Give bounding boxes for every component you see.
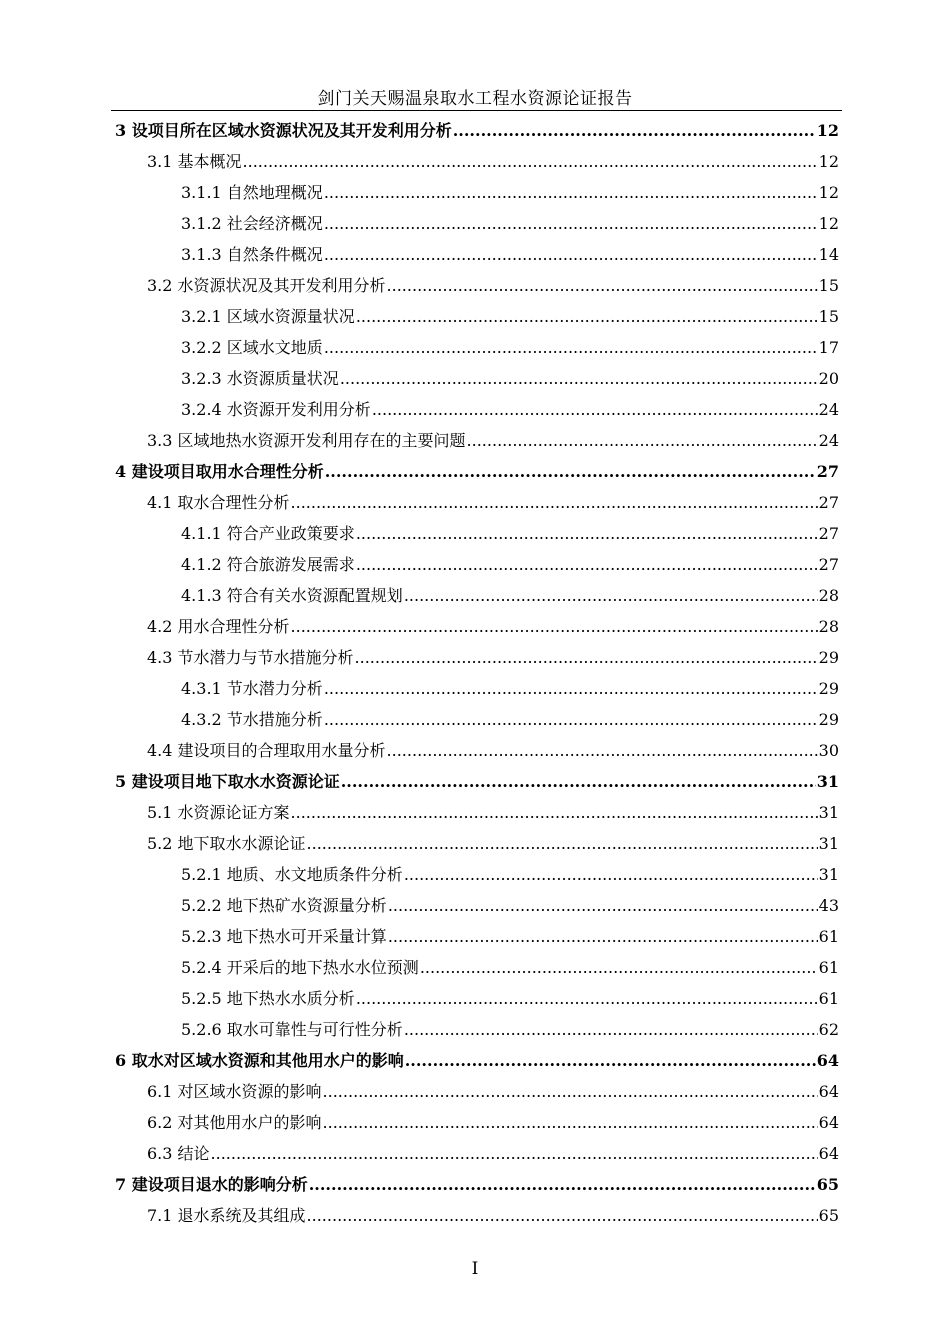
toc-entry-page: 30 [818, 741, 839, 760]
toc-entry-title: 7 建设项目退水的影响分析 [115, 1175, 308, 1194]
toc-dot-leader [341, 766, 816, 797]
toc-dot-leader [324, 239, 818, 270]
toc-entry-page: 64 [818, 1082, 839, 1101]
toc-entry[interactable] [111, 332, 839, 363]
toc-entry-title: 3.1.1 自然地理概况 [181, 183, 323, 202]
toc-entry-page: 27 [818, 524, 839, 543]
toc-entry-page: 31 [818, 834, 839, 853]
toc-entry[interactable] [111, 797, 839, 828]
toc-dot-leader [404, 580, 818, 611]
toc-entry-page: 17 [818, 338, 839, 357]
toc-entry[interactable] [111, 952, 839, 983]
toc-entry-page: 28 [818, 617, 839, 636]
toc-dot-leader [307, 828, 818, 859]
toc-entry-title: 4.1.3 符合有关水资源配置规划 [181, 586, 403, 605]
toc-entry-title: 3.1 基本概况 [147, 152, 242, 171]
toc-entry-title: 6.1 对区域水资源的影响 [147, 1082, 322, 1101]
toc-entry[interactable] [111, 1107, 839, 1138]
toc-entry-title: 4.3.1 节水潜力分析 [181, 679, 323, 698]
toc-entry-title: 5.2.1 地质、水文地质条件分析 [181, 865, 403, 884]
toc-dot-leader [467, 425, 818, 456]
toc-dot-leader [453, 115, 816, 146]
toc-entry-title: 3 设项目所在区域水资源状况及其开发利用分析 [115, 121, 452, 140]
toc-dot-leader [355, 642, 818, 673]
toc-entry-page: 12 [818, 152, 839, 171]
toc-entry-page: 28 [818, 586, 839, 605]
toc-entry-title: 6 取水对区域水资源和其他用水户的影响 [115, 1051, 404, 1070]
toc-dot-leader [404, 859, 818, 890]
toc-dot-leader [356, 518, 818, 549]
toc-entry-title: 5.1 水资源论证方案 [147, 803, 290, 822]
toc-entry-page: 61 [818, 927, 839, 946]
toc-entry-page: 14 [818, 245, 839, 264]
toc-dot-leader [324, 177, 818, 208]
toc-entry-title: 4.3 节水潜力与节水措施分析 [147, 648, 354, 667]
toc-entry[interactable] [111, 518, 839, 549]
toc-dot-leader [405, 1045, 816, 1076]
toc-entry[interactable] [111, 1076, 839, 1107]
toc-entry[interactable] [111, 487, 839, 518]
toc-entry-page: 65 [818, 1206, 839, 1225]
toc-entry-page: 64 [818, 1144, 839, 1163]
toc-dot-leader [309, 1169, 816, 1200]
toc-entry-title: 5.2.3 地下热水可开采量计算 [181, 927, 387, 946]
toc-entry-title: 3.2 水资源状况及其开发利用分析 [147, 276, 386, 295]
toc-entry-page: 27 [818, 493, 839, 512]
toc-entry[interactable] [111, 1138, 839, 1169]
toc-dot-leader [324, 332, 818, 363]
toc-entry-title: 3.1.3 自然条件概况 [181, 245, 323, 264]
toc-dot-leader [387, 735, 818, 766]
toc-entry[interactable] [111, 890, 839, 921]
toc-entry-page: 43 [818, 896, 839, 915]
page-number: I [471, 1259, 479, 1279]
toc-entry-page: 31 [816, 772, 839, 791]
toc-entry-title: 5.2.6 取水可靠性与可行性分析 [181, 1020, 403, 1039]
toc-dot-leader [323, 1107, 818, 1138]
toc-entry-page: 65 [816, 1175, 839, 1194]
toc-entry-page: 12 [818, 183, 839, 202]
toc-dot-leader [325, 456, 816, 487]
toc-entry[interactable] [111, 394, 839, 425]
toc-entry-title: 4.1.1 符合产业政策要求 [181, 524, 355, 543]
toc-entry-page: 64 [816, 1051, 839, 1070]
toc-entry-page: 20 [818, 369, 839, 388]
toc-entry-title: 6.3 结论 [147, 1144, 210, 1163]
toc-entry-page: 29 [818, 679, 839, 698]
toc-entry-page: 31 [818, 803, 839, 822]
toc-entry-page: 12 [818, 214, 839, 233]
toc-entry-page: 64 [818, 1113, 839, 1132]
toc-entry-page: 24 [818, 400, 839, 419]
toc-entry-title: 3.2.4 水资源开发利用分析 [181, 400, 371, 419]
toc-entry-title: 5.2.2 地下热矿水资源量分析 [181, 896, 387, 915]
toc-entry-title: 5.2.4 开采后的地下热水水位预测 [181, 958, 419, 977]
toc-entry[interactable] [111, 611, 839, 642]
toc-entry-title: 4.1.2 符合旅游发展需求 [181, 555, 355, 574]
page-header-title: 剑门关天赐温泉取水工程水资源论证报告 [317, 89, 633, 109]
toc-entry-title: 4.2 用水合理性分析 [147, 617, 290, 636]
toc-dot-leader [211, 1138, 818, 1169]
header-rule [111, 110, 842, 111]
toc-dot-leader [404, 1014, 818, 1045]
toc-dot-leader [324, 704, 818, 735]
toc-dot-leader [356, 983, 818, 1014]
toc-entry[interactable] [111, 239, 839, 270]
toc-entry-page: 31 [818, 865, 839, 884]
toc-entry[interactable] [111, 1014, 839, 1045]
toc-entry-title: 4.1 取水合理性分析 [147, 493, 290, 512]
toc-entry-title: 3.3 区域地热水资源开发利用存在的主要问题 [147, 431, 466, 450]
toc-entry-page: 27 [816, 462, 839, 481]
toc-entry[interactable] [111, 177, 839, 208]
toc-dot-leader [388, 890, 818, 921]
toc-entry[interactable] [111, 828, 839, 859]
toc-dot-leader [291, 487, 818, 518]
toc-entry-page: 12 [816, 121, 839, 140]
toc-entry-title: 5.2.5 地下热水水质分析 [181, 989, 355, 1008]
toc-entry-page: 61 [818, 989, 839, 1008]
toc-dot-leader [307, 1200, 818, 1231]
toc-entry-title: 3.2.2 区域水文地质 [181, 338, 323, 357]
toc-dot-leader [324, 673, 818, 704]
toc-entry[interactable] [111, 859, 839, 890]
toc-entry[interactable] [111, 1169, 839, 1200]
toc-entry-title: 5 建设项目地下取水水资源论证 [115, 772, 340, 791]
toc-entry[interactable] [111, 425, 839, 456]
toc-dot-leader [291, 797, 818, 828]
toc-entry-page: 62 [818, 1020, 839, 1039]
toc-entry-page: 27 [818, 555, 839, 574]
toc-entry[interactable] [111, 766, 839, 797]
toc-entry[interactable] [111, 983, 839, 1014]
toc-entry[interactable] [111, 146, 839, 177]
toc-entry[interactable] [111, 642, 839, 673]
toc-entry-title: 4.3.2 节水措施分析 [181, 710, 323, 729]
toc-dot-leader [356, 549, 818, 580]
toc-entry[interactable] [111, 270, 839, 301]
toc-entry-title: 4 建设项目取用水合理性分析 [115, 462, 324, 481]
toc-entry-page: 29 [818, 710, 839, 729]
toc-entry[interactable] [111, 921, 839, 952]
toc-entry[interactable] [111, 301, 839, 332]
table-of-contents [111, 115, 839, 1231]
toc-dot-leader [387, 270, 818, 301]
toc-entry-title: 6.2 对其他用水户的影响 [147, 1113, 322, 1132]
toc-entry-title: 3.2.3 水资源质量状况 [181, 369, 339, 388]
toc-entry-page: 61 [818, 958, 839, 977]
toc-entry[interactable] [111, 1200, 839, 1231]
toc-dot-leader [388, 921, 818, 952]
toc-entry-page: 24 [818, 431, 839, 450]
toc-dot-leader [323, 1076, 818, 1107]
toc-entry[interactable] [111, 208, 839, 239]
toc-entry[interactable] [111, 1045, 839, 1076]
toc-entry-page: 15 [818, 276, 839, 295]
toc-entry[interactable] [111, 363, 839, 394]
toc-dot-leader [243, 146, 818, 177]
toc-entry-title: 7.1 退水系统及其组成 [147, 1206, 306, 1225]
toc-dot-leader [420, 952, 818, 983]
toc-entry[interactable] [111, 115, 839, 146]
toc-entry[interactable] [111, 456, 839, 487]
toc-entry-title: 3.1.2 社会经济概况 [181, 214, 323, 233]
toc-dot-leader [356, 301, 818, 332]
toc-dot-leader [291, 611, 818, 642]
toc-entry[interactable] [111, 549, 839, 580]
toc-entry[interactable] [111, 704, 839, 735]
toc-entry[interactable] [111, 735, 839, 766]
toc-entry-page: 29 [818, 648, 839, 667]
toc-entry[interactable] [111, 673, 839, 704]
toc-entry-title: 3.2.1 区域水资源量状况 [181, 307, 355, 326]
toc-dot-leader [372, 394, 818, 425]
toc-dot-leader [340, 363, 818, 394]
toc-entry[interactable] [111, 580, 839, 611]
toc-entry-title: 4.4 建设项目的合理取用水量分析 [147, 741, 386, 760]
toc-dot-leader [324, 208, 818, 239]
toc-entry-page: 15 [818, 307, 839, 326]
toc-entry-title: 5.2 地下取水水源论证 [147, 834, 306, 853]
